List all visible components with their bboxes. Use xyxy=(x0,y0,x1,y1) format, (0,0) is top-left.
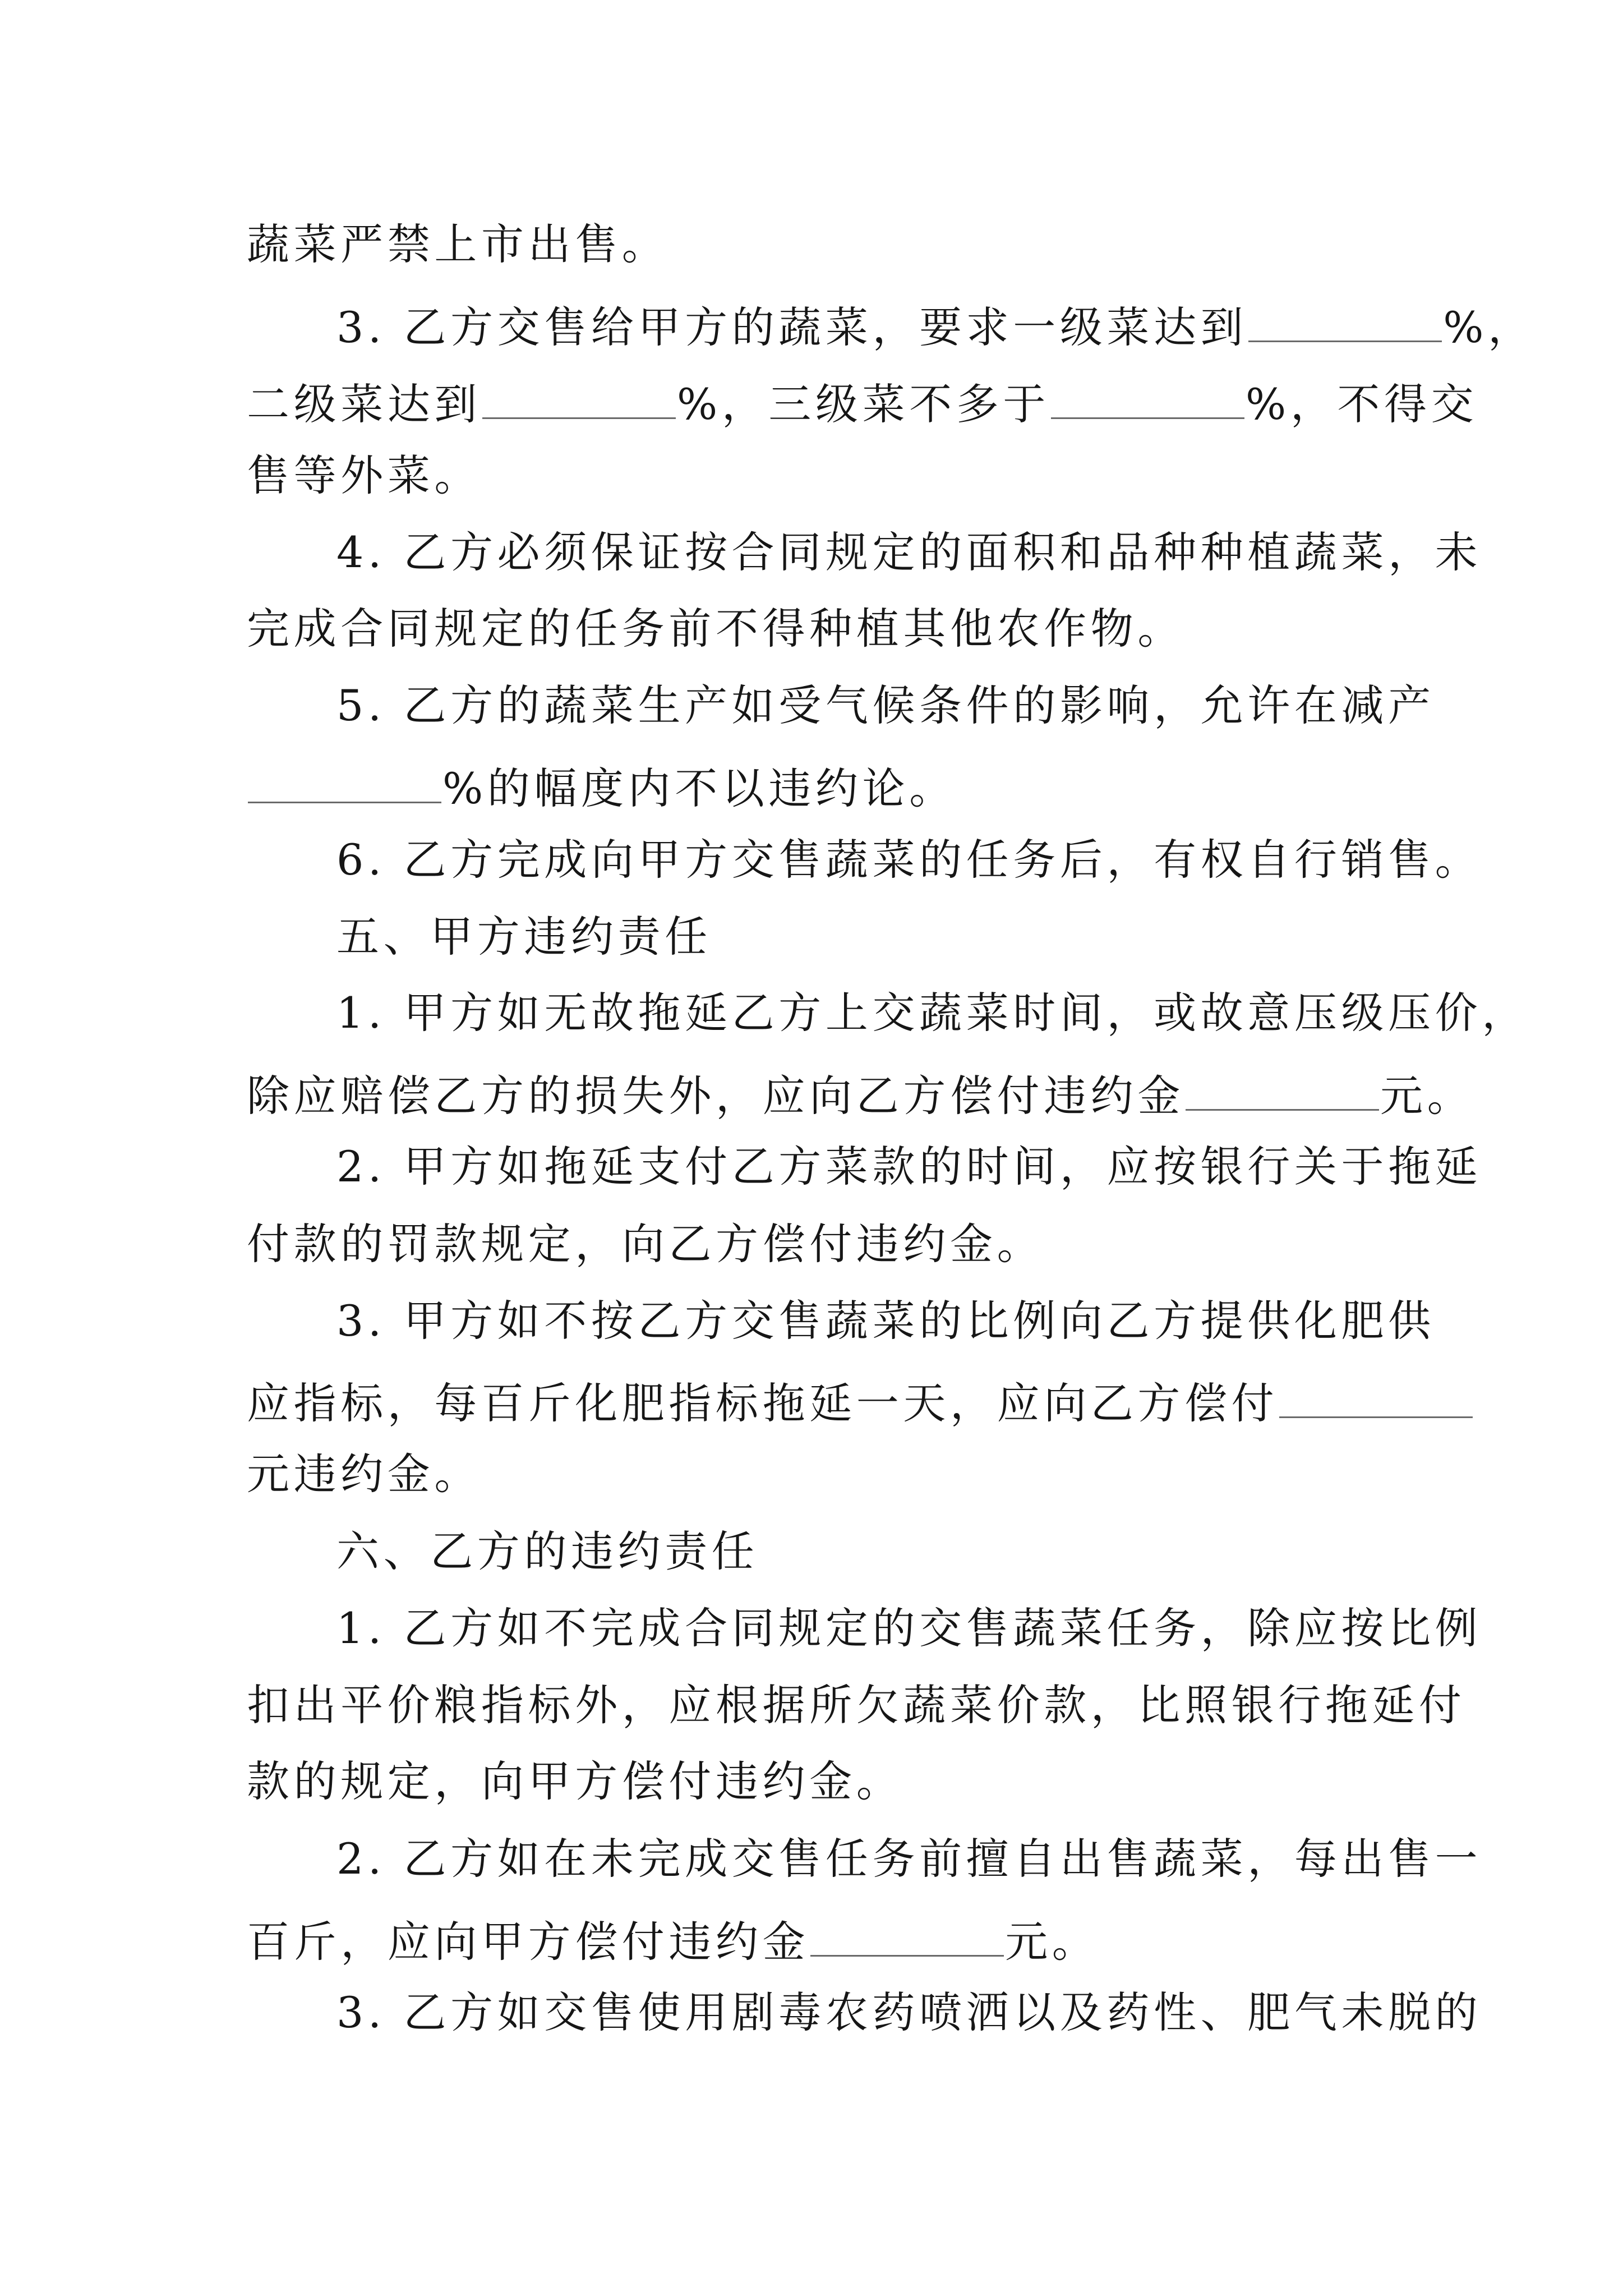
text-line: 二级菜达到 %，三级菜不多于 %，不得交 xyxy=(247,377,1478,426)
fill-blank[interactable] xyxy=(1051,377,1244,419)
fill-blank[interactable] xyxy=(482,377,676,419)
text-line: 款的规定，向甲方偿付违约金。 xyxy=(247,1756,903,1806)
text-line: 完成合同规定的任务前不得种植其他农作物。 xyxy=(247,604,1184,654)
text-line: 1. 甲方如无故拖延乙方上交蔬菜时间，或故意压级压价， xyxy=(336,988,1529,1038)
fill-blank[interactable] xyxy=(1248,300,1442,342)
text-line: 付款的罚款规定，向乙方偿付违约金。 xyxy=(247,1219,1044,1269)
text-line: 扣出平价粮指标外，应根据所欠蔬菜价款，比照银行拖延付 xyxy=(247,1680,1466,1730)
text-line: %的幅度内不以违约论。 xyxy=(247,761,956,810)
text-line: 2. 乙方如在未完成交售任务前擅自出售蔬菜，每出售一 xyxy=(336,1834,1482,1884)
text-line: 应指标，每百斤化肥指标拖延一天，应向乙方偿付 xyxy=(247,1376,1474,1425)
text-line: 百斤，应向甲方偿付违约金 元。 xyxy=(247,1915,1099,1963)
text-line: 6. 乙方完成向甲方交售蔬菜的任务后，有权自行销售。 xyxy=(336,835,1482,885)
text-line: 5. 乙方的蔬菜生产如受气候条件的影响，允许在减产 xyxy=(336,680,1435,730)
text-line: 2. 甲方如拖延支付乙方菜款的时间，应按银行关于拖延 xyxy=(336,1142,1482,1191)
text-line: 4. 乙方必须保证按合同规定的面积和品种种植蔬菜，未 xyxy=(336,527,1482,577)
fill-blank[interactable] xyxy=(1279,1376,1473,1418)
section-heading: 五、甲方违约责任 xyxy=(336,912,712,961)
text-line: 售等外菜。 xyxy=(247,450,481,500)
text-line: 1. 乙方如不完成合同规定的交售蔬菜任务，除应按比例 xyxy=(336,1603,1482,1653)
fill-blank[interactable] xyxy=(248,761,441,803)
text-line: 3. 乙方如交售使用剧毒农药喷洒以及药性、肥气未脱的 xyxy=(336,1987,1482,2037)
text-line: 3. 乙方交售给甲方的蔬菜，要求一级菜达到 %， xyxy=(336,300,1535,349)
section-heading: 六、乙方的违约责任 xyxy=(336,1526,759,1576)
text-line: 蔬菜严禁上市出售。 xyxy=(247,219,669,269)
text-line: 3. 甲方如不按乙方交售蔬菜的比例向乙方提供化肥供 xyxy=(336,1296,1435,1346)
fill-blank[interactable] xyxy=(810,1915,1004,1957)
fill-blank[interactable] xyxy=(1186,1069,1379,1111)
text-line: 元违约金。 xyxy=(247,1449,481,1499)
text-line: 除应赔偿乙方的损失外，应向乙方偿付违约金 元。 xyxy=(247,1069,1474,1117)
